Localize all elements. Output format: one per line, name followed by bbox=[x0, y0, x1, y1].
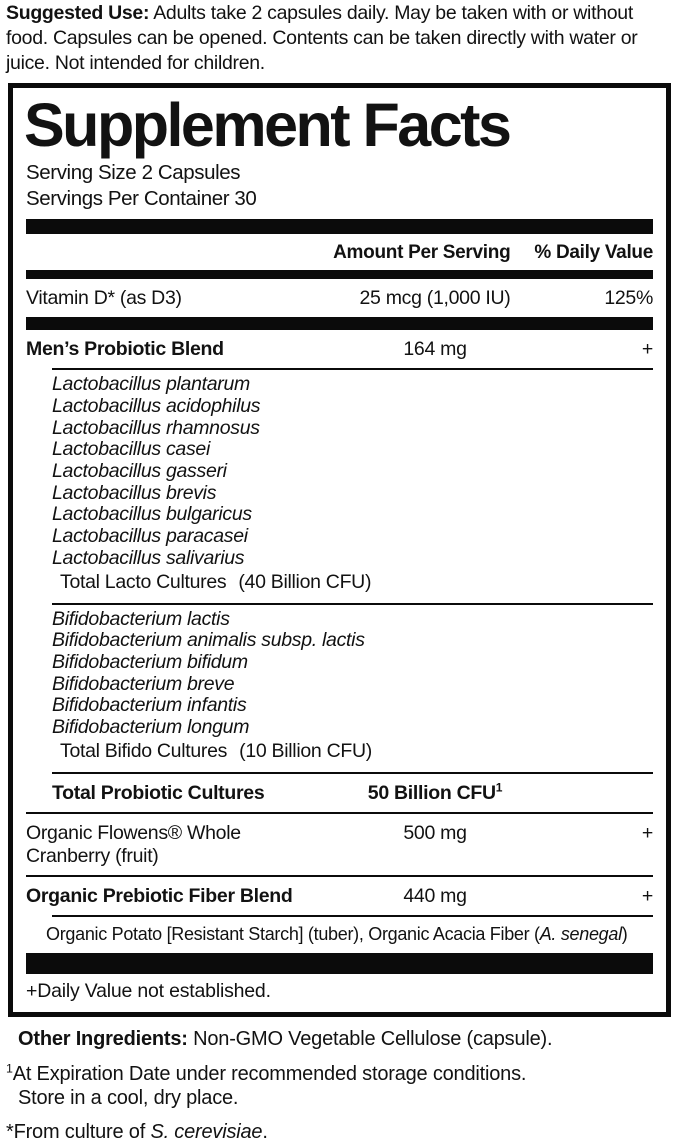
other-ingredients-text: Non-GMO Vegetable Cellulose (capsule). bbox=[187, 1027, 553, 1050]
bifido-total-cfu: (10 Billion CFU) bbox=[239, 739, 372, 762]
suggested-use-text: Adults take 2 capsules daily. May be taken with or without food. Capsules can be opened. Contents can be taken directly with water or juice. Not intended for children. bbox=[6, 2, 638, 74]
lacto-species-item: Lactobacillus bulgaricus bbox=[52, 503, 252, 526]
culture-footnote-species: S. cerevisiae bbox=[150, 1120, 263, 1143]
panel-title: Supplement Facts bbox=[24, 91, 510, 159]
fiber-ingredients-suffix: ) bbox=[621, 923, 628, 944]
nutrient-name: Organic Flowens® Whole Cranberry (fruit) bbox=[26, 821, 241, 867]
divider-rule bbox=[52, 368, 653, 370]
lacto-species-item: Lactobacillus salivarius bbox=[52, 546, 245, 569]
nutrient-name: Total Probiotic Cultures bbox=[52, 781, 265, 804]
bifido-species-item: Bifidobacterium breve bbox=[52, 672, 235, 695]
nutrient-daily-value: + bbox=[641, 884, 653, 907]
nutrient-name: Organic Prebiotic Fiber Blend bbox=[26, 884, 293, 907]
culture-footnote-suffix: . bbox=[262, 1120, 268, 1143]
culture-footnote-text: *From culture of bbox=[6, 1120, 151, 1143]
bifido-species-item: Bifidobacterium bifidum bbox=[52, 650, 248, 673]
lacto-species-item: Lactobacillus acidophilus bbox=[52, 394, 261, 417]
suggested-use bbox=[0, 0, 679, 83]
fiber-blend-ingredients bbox=[46, 917, 653, 953]
table-row-cranberry bbox=[26, 814, 653, 875]
table-row-vitamin-d bbox=[26, 279, 653, 317]
divider-rule bbox=[52, 603, 653, 605]
culture-footnote bbox=[6, 1120, 669, 1144]
column-header-row bbox=[26, 234, 653, 270]
nutrient-amount: 164 mg bbox=[403, 338, 467, 361]
footnote-marker-1: 1 bbox=[495, 780, 503, 795]
table-row-fiber-blend bbox=[26, 877, 653, 915]
fiber-ingredients-text: Organic Potato [Resistant Starch] (tuber), Organic Acacia Fiber ( bbox=[46, 923, 540, 944]
nutrient-daily-value: + bbox=[641, 821, 653, 844]
lacto-species-item: Lactobacillus casei bbox=[52, 438, 210, 461]
bifido-species-item: Bifidobacterium infantis bbox=[52, 694, 247, 717]
servings-per-container: Servings Per Container 30 bbox=[26, 187, 257, 211]
bifido-species-item: Bifidobacterium lactis bbox=[52, 607, 230, 630]
lacto-species-item: Lactobacillus rhamnosus bbox=[52, 416, 260, 439]
nutrient-amount bbox=[305, 782, 565, 805]
nutrient-amount: 500 mg bbox=[403, 821, 467, 844]
nutrient-daily-value: 125% bbox=[604, 287, 653, 310]
nutrient-name: Vitamin D* (as D3) bbox=[26, 287, 182, 310]
footnote-marker-1: 1 bbox=[6, 1061, 13, 1076]
daily-value-footnote: +Daily Value not established. bbox=[26, 979, 271, 1002]
expiration-footnote-text: At Expiration Date under recommended storage conditions. bbox=[12, 1062, 527, 1085]
expiration-footnote bbox=[6, 1062, 669, 1086]
lacto-total-cfu: (40 Billion CFU) bbox=[238, 570, 372, 593]
table-row-total-probiotic bbox=[26, 774, 653, 812]
daily-value-header: % Daily Value bbox=[534, 242, 653, 264]
table-row-probiotic-blend bbox=[26, 330, 653, 368]
divider-bar-section bbox=[26, 317, 653, 330]
nutrient-amount-text: 50 Billion CFU bbox=[367, 781, 496, 804]
lacto-species-item: Lactobacillus brevis bbox=[52, 481, 217, 504]
storage-footnote: Store in a cool, dry place. bbox=[18, 1086, 239, 1109]
nutrient-amount: 440 mg bbox=[403, 884, 467, 907]
nutrient-daily-value: + bbox=[641, 338, 653, 361]
bifido-total-label: Total Bifido Cultures bbox=[60, 739, 228, 762]
lacto-total-row bbox=[26, 570, 653, 598]
divider-bar-header bbox=[26, 270, 653, 279]
lacto-species-item: Lactobacillus plantarum bbox=[52, 373, 250, 396]
amount-per-serving-header: Amount Per Serving bbox=[333, 242, 511, 264]
lacto-species-item: Lactobacillus paracasei bbox=[52, 525, 248, 548]
nutrient-amount: 25 mcg (1,000 IU) bbox=[359, 287, 511, 310]
lacto-species-item: Lactobacillus gasseri bbox=[52, 460, 227, 483]
supplement-facts-panel bbox=[8, 83, 671, 1017]
divider-bar-top bbox=[26, 219, 653, 234]
lacto-total-label: Total Lacto Cultures bbox=[60, 570, 227, 593]
nutrient-name: Men’s Probiotic Blend bbox=[26, 338, 224, 361]
suggested-use-label: Suggested Use: bbox=[6, 2, 150, 24]
bifido-species-item: Bifidobacterium animalis subsp. lactis bbox=[52, 629, 365, 652]
fiber-ingredients-species: A. senegal bbox=[539, 923, 622, 944]
divider-bar-bottom bbox=[26, 953, 653, 974]
bifido-species-item: Bifidobacterium longum bbox=[52, 716, 250, 739]
other-ingredients-label: Other Ingredients: bbox=[18, 1027, 188, 1050]
label-footnotes bbox=[0, 1017, 679, 1144]
other-ingredients bbox=[18, 1027, 669, 1051]
bifido-total-row bbox=[26, 739, 653, 767]
serving-size: Serving Size 2 Capsules bbox=[26, 161, 241, 185]
